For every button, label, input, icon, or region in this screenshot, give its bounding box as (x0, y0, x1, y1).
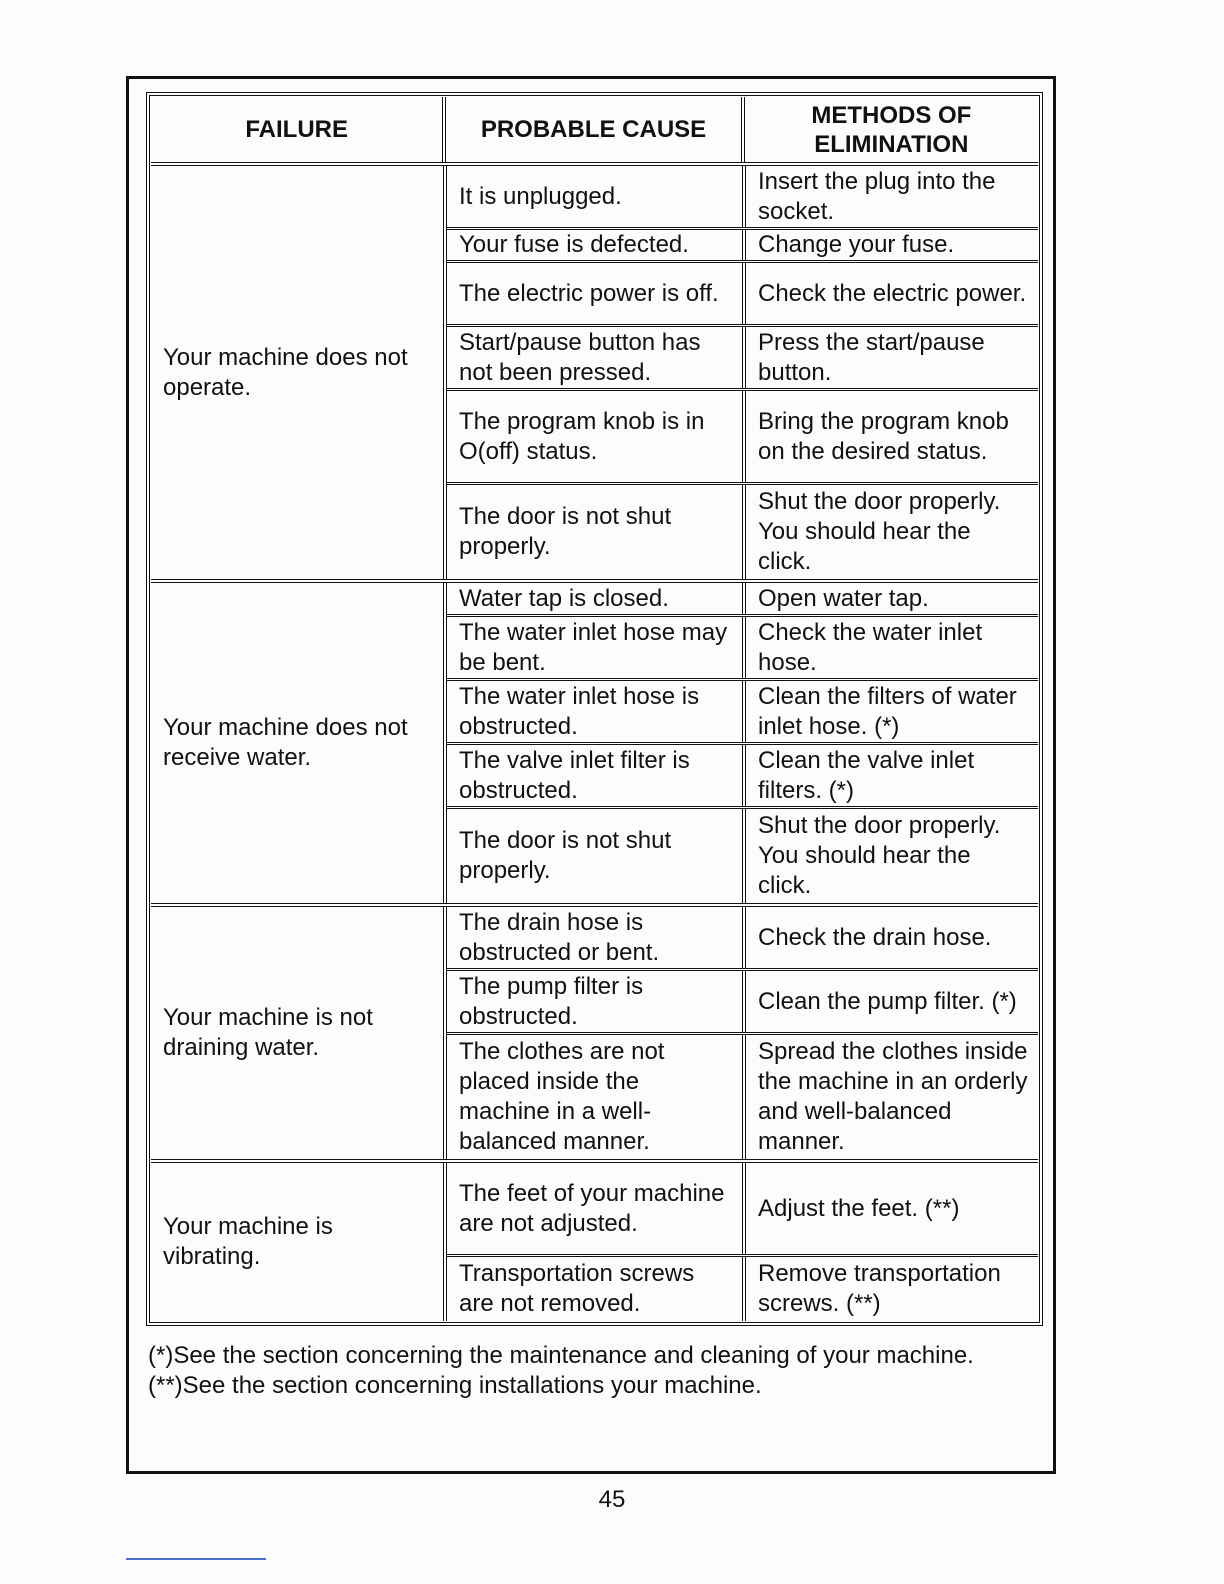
table-row (447, 263, 1038, 327)
failure-cell: Your machine is vibrating. (151, 1163, 447, 1321)
method-cell: Press the start/pause button. (758, 328, 985, 386)
table-row (447, 391, 1038, 485)
table-row (447, 1257, 1038, 1321)
failure-group (151, 907, 1038, 1163)
page-frame (126, 76, 1056, 1474)
header-failure: FAILURE (151, 97, 446, 162)
header-probable-cause: PROBABLE CAUSE (446, 97, 744, 162)
troubleshooting-table (146, 92, 1043, 1326)
failure-cell: Your machine does not operate. (151, 166, 447, 579)
table-row (447, 327, 1038, 391)
table-row (447, 907, 1038, 971)
failure-group (151, 583, 1038, 907)
method-cell: Clean the valve inlet filters. (*) (758, 746, 975, 804)
table-row (447, 485, 1038, 579)
footnotes (148, 1341, 974, 1401)
failure-group (151, 1163, 1038, 1321)
cause-cell: Water tap is closed. (447, 583, 746, 614)
table-row (447, 617, 1038, 681)
table-row (447, 745, 1038, 809)
failure-cell: Your machine does not receive water. (151, 583, 447, 903)
method-cell: Check the drain hose. (758, 923, 992, 951)
method-cell: Bring the program knob on the desired status. (758, 407, 1009, 465)
cause-cell: The pump filter is obstructed. (447, 971, 746, 1032)
cause-cell: The water inlet hose may be bent. (447, 617, 746, 678)
table-row (447, 1163, 1038, 1257)
cause-cell: The electric power is off. (447, 263, 746, 324)
cause-cell: Your fuse is defected. (447, 230, 746, 260)
cause-cell: The door is not shut properly. (447, 485, 746, 579)
cause-cell: The door is not shut properly. (447, 809, 746, 903)
cause-cell: The clothes are not placed inside the machine in a well-balanced manner. (447, 1035, 746, 1159)
cause-cell: It is unplugged. (447, 166, 746, 227)
table-header (151, 97, 1038, 166)
method-cell: Shut the door properly. You should hear the click. (758, 488, 1001, 575)
footnote-installation: (**)See the section concerning installations your machine. (148, 1372, 762, 1399)
cause-cell: The drain hose is obstructed or bent. (447, 907, 746, 968)
header-methods-of-elimination: METHODS OF ELIMINATION (811, 101, 972, 158)
cause-cell: Transportation screws are not removed. (447, 1257, 746, 1321)
method-cell: Remove transportation screws. (**) (758, 1260, 1001, 1317)
method-cell: Adjust the feet. (**) (758, 1194, 960, 1222)
table-row (447, 230, 1038, 263)
cause-cell: Start/pause button has not been pressed. (447, 327, 746, 388)
failure-cell: Your machine is not draining water. (151, 907, 447, 1159)
method-cell: Check the electric power. (758, 279, 1027, 307)
cause-cell: The valve inlet filter is obstructed. (447, 745, 746, 806)
cause-cell: The water inlet hose is obstructed. (447, 681, 746, 742)
method-cell: Change your fuse. (758, 231, 955, 258)
method-cell: Clean the filters of water inlet hose. (*) (758, 682, 1017, 740)
footnote-maintenance: (*)See the section concerning the maintenance and cleaning of your machine. (148, 1342, 974, 1369)
table-row (447, 166, 1038, 230)
table-row (447, 583, 1038, 617)
method-cell: Insert the plug into the socket. (758, 167, 996, 225)
table-row (447, 809, 1038, 903)
footer-rule (126, 1558, 266, 1560)
page-number: 45 (598, 1486, 626, 1513)
failure-group (151, 166, 1038, 583)
cause-cell: The feet of your machine are not adjusted. (447, 1163, 746, 1254)
table-row (447, 681, 1038, 745)
table-row (447, 1035, 1038, 1159)
method-cell: Shut the door properly. You should hear the click. (758, 812, 1001, 899)
method-cell: Spread the clothes inside the machine in an orderly and well-balanced manner. (758, 1038, 1028, 1155)
cause-cell: The program knob is in O(off) status. (447, 391, 746, 482)
method-cell: Clean the pump filter. (*) (758, 987, 1017, 1015)
method-cell: Open water tap. (758, 584, 929, 612)
method-cell: Check the water inlet hose. (758, 618, 983, 676)
table-row (447, 971, 1038, 1035)
